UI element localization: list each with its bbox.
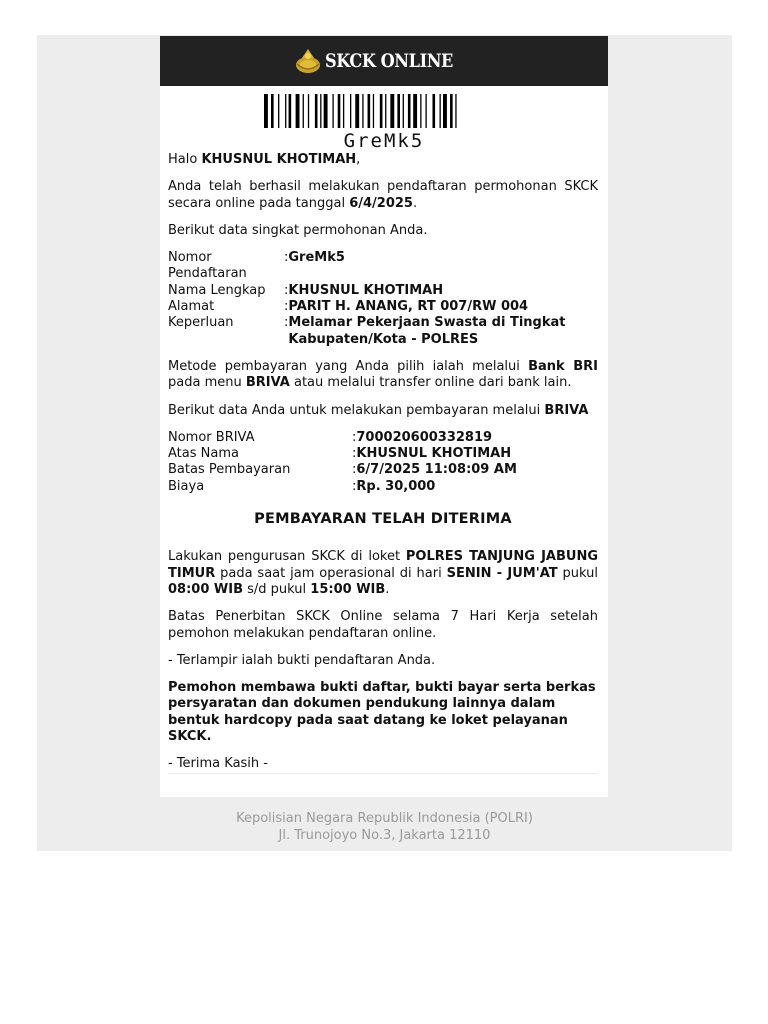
value: PARIT H. ANANG, RT 007/RW 004 xyxy=(288,299,529,315)
table-row: Nomor Pendaftaran : GreMk5 xyxy=(168,250,598,283)
value: KHUSNUL KHOTIMAH xyxy=(356,446,512,462)
barcode-bar xyxy=(390,94,394,128)
briva-table xyxy=(168,430,517,495)
email-header xyxy=(160,36,608,86)
footer-address: Jl. Trunojoyo No.3, Jakarta 12110 xyxy=(278,828,491,843)
barcode-bar xyxy=(350,94,351,128)
barcode-bar xyxy=(420,94,421,128)
bring-documents-note: Pemohon membawa bukti daftar, bukti bayar serta berkas persyaratan dan dokumen pendukung lainnya dalam bentuk hardcopy pada saat datang ke loket pelayanan SKCK. xyxy=(168,680,596,745)
barcode-bar xyxy=(338,94,341,128)
barcode-bar xyxy=(278,94,279,128)
divider xyxy=(168,773,598,774)
barcode-bar xyxy=(271,94,274,128)
barcode-bar xyxy=(362,94,363,128)
email-footer xyxy=(37,810,732,844)
label: Batas Pembayaran xyxy=(168,462,291,478)
closing: - Terima Kasih - xyxy=(168,756,268,772)
barcode-bar xyxy=(332,94,333,128)
table-row: Nama Lengkap : KHUSNUL KHOTIMAH xyxy=(168,283,598,299)
barcode-bar xyxy=(285,94,286,128)
value: 6/7/2025 11:08:09 AM xyxy=(356,462,517,478)
barcode-bar xyxy=(289,94,292,128)
barcode-bar xyxy=(425,94,426,128)
barcode-bar xyxy=(403,94,404,128)
barcode-bar xyxy=(408,94,411,128)
label: Nomor Pendaftaran xyxy=(168,250,247,282)
label: Nomor BRIVA xyxy=(168,429,255,445)
barcode-bar xyxy=(308,94,309,128)
value: KHUSNUL KHOTIMAH xyxy=(288,282,444,298)
barcode-code: GreMk5 xyxy=(343,130,425,152)
barcode-bar xyxy=(320,94,321,128)
barcode-bar xyxy=(264,94,268,128)
brand-name: SKCK ONLINE xyxy=(324,50,453,72)
table-row: Nomor BRIVA : 700020600332819 xyxy=(168,430,517,446)
barcode-bar xyxy=(368,94,371,128)
barcode-bar xyxy=(373,94,374,128)
label: Nama Lengkap xyxy=(168,282,266,298)
brand-logo xyxy=(293,46,476,76)
barcode-bar xyxy=(303,94,304,128)
payment-method-paragraph: Metode pembayaran yang Anda pilih ialah melalui Bank BRI pada menu BRIVA atau melalui transfer online dari bank lain. xyxy=(168,358,598,391)
barcode-bar xyxy=(450,94,453,128)
deadline-note: Batas Penerbitan SKCK Online selama 7 Hari Kerja setelah pemohon melakukan pendaftaran online. xyxy=(168,609,598,641)
barcode-bar xyxy=(324,94,328,128)
barcode-bar xyxy=(413,94,417,128)
polri-emblem-icon xyxy=(293,46,323,76)
email-body xyxy=(168,152,598,784)
table-row: Atas Nama : KHUSNUL KHOTIMAH xyxy=(168,446,517,462)
label: Atas Nama xyxy=(168,446,239,462)
value: GreMk5 xyxy=(288,250,345,266)
greeting: Halo KHUSNUL KHOTIMAH, xyxy=(168,152,361,167)
barcode-bar xyxy=(443,94,447,128)
barcode-bar xyxy=(440,94,441,128)
attachment-note: - Terlampir ialah bukti pendaftaran Anda. xyxy=(168,652,436,668)
barcode-bar xyxy=(380,94,383,128)
barcode-bar xyxy=(432,94,435,128)
footer-organization: Kepolisian Negara Republik Indonesia (POLRI) xyxy=(236,811,533,826)
summary-intro: Berikut data singkat permohonan Anda. xyxy=(168,222,428,238)
registration-barcode xyxy=(264,94,504,128)
email-card xyxy=(160,36,608,797)
barcode-bar xyxy=(296,94,300,128)
barcode-bar xyxy=(385,94,386,128)
payment-status-heading: PEMBAYARAN TELAH DITERIMA xyxy=(254,511,512,528)
barcode-bar xyxy=(397,94,400,128)
table-row: Alamat : PARIT H. ANANG, RT 007/RW 004 xyxy=(168,299,598,315)
label: Alamat xyxy=(168,299,215,315)
table-row: Biaya : Rp. 30,000 xyxy=(168,479,517,495)
instructions-paragraph: Lakukan pengurusan SKCK di loket POLRES TANJUNG JABUNG TIMUR pada saat jam operasional di hari SENIN - JUM'AT pukul 08:00 WIB s/d pukul 15:00 WIB. xyxy=(168,549,599,597)
barcode-bar xyxy=(315,94,318,128)
table-row: Keperluan : Melamar Pekerjaan Swasta di Tingkat Kabupaten/Kota - POLRES xyxy=(168,315,598,348)
value: Rp. 30,000 xyxy=(356,478,436,494)
briva-intro: Berikut data Anda untuk melakukan pembayaran melalui BRIVA xyxy=(168,402,589,418)
label: Keperluan xyxy=(168,315,234,331)
label: Biaya xyxy=(168,478,205,494)
barcode-bar xyxy=(343,94,344,128)
intro-paragraph: Anda telah berhasil melakukan pendaftaran permohonan SKCK secara online pada tanggal 6/4/2025. xyxy=(168,179,598,211)
registration-date: 6/4/2025 xyxy=(349,195,413,211)
recipient-name: KHUSNUL KHOTIMAH xyxy=(201,152,357,167)
barcode-bar xyxy=(355,94,359,128)
barcode-bar xyxy=(455,94,456,128)
value: Melamar Pekerjaan Swasta di Tingkat Kabupaten/Kota - POLRES xyxy=(288,315,566,347)
value: 700020600332819 xyxy=(356,429,493,445)
table-row: Batas Pembayaran : 6/7/2025 11:08:09 AM xyxy=(168,462,517,478)
summary-table xyxy=(168,250,598,348)
